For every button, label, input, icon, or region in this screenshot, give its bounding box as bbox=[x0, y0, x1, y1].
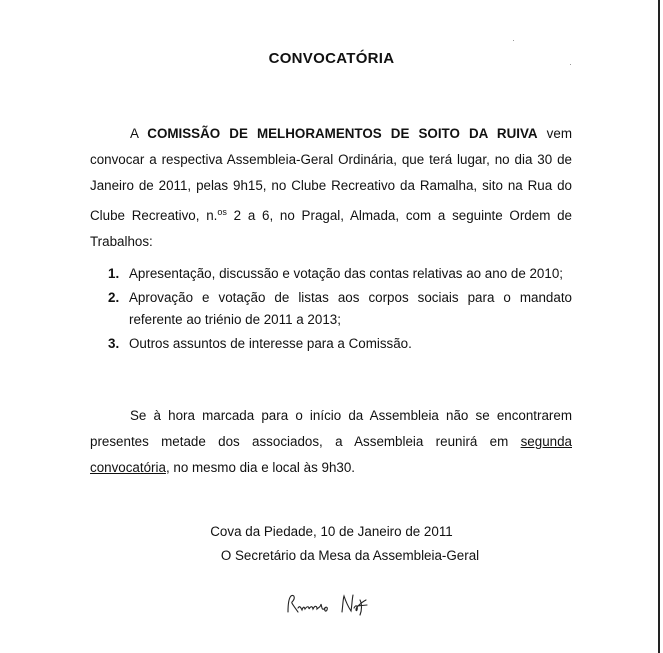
scan-speck bbox=[513, 40, 514, 41]
convocation-paragraph bbox=[90, 121, 572, 255]
para2-text-a: Se à hora marcada para o início da Assembleia não se encontrarem presentes metade dos associados, a Assembleia reunirá em bbox=[90, 408, 572, 449]
place-date: Cova da Piedade, 10 de Janeiro de 2011 bbox=[210, 524, 453, 539]
scan-speck bbox=[570, 64, 571, 65]
agenda-item bbox=[108, 333, 572, 355]
para1-superscript: os bbox=[217, 207, 227, 217]
para1-text-b: vem convocar a respectiva Assembleia-Geral Ordinária, que terá lugar, no dia 30 de Janeiro de 2011, pelas 9h15, no Clube Recreativo da Ramalha, sito na Rua do Clube Recreativo, n. bbox=[90, 126, 572, 223]
para2-text-b: , no mesmo dia e local às 9h30. bbox=[165, 460, 356, 475]
signatory-title: O Secretário da Mesa da Assembleia-Geral bbox=[220, 548, 480, 563]
document-title: CONVOCATÓRIA bbox=[268, 50, 395, 67]
agenda-item bbox=[108, 263, 572, 285]
agenda-item-number: 1. bbox=[108, 266, 120, 281]
agenda-item bbox=[108, 287, 572, 331]
agenda-item-number: 2. bbox=[108, 290, 120, 305]
agenda-list bbox=[108, 263, 572, 357]
agenda-item-number: 3. bbox=[108, 336, 120, 351]
agenda-item-text: Outros assuntos de interesse para a Comissão. bbox=[129, 336, 412, 351]
para1-text-c: 2 a 6, no Pragal, Almada, com a seguinte Ordem de Trabalhos: bbox=[90, 208, 572, 249]
para1-text-a: A bbox=[130, 126, 148, 141]
agenda-item-text: Apresentação, discussão e votação das contas relativas ao ano de 2010; bbox=[129, 266, 563, 281]
quorum-paragraph bbox=[90, 403, 572, 481]
agenda-item-text: Aprovação e votação de listas aos corpos sociais para o mandato referente ao triénio de 2011 a 2013; bbox=[129, 290, 572, 327]
handwritten-signature bbox=[282, 590, 382, 625]
underlined-phrase: segunda convocatória bbox=[90, 434, 572, 475]
organization-name: COMISSÃO DE MELHORAMENTOS DE SOITO DA RUIVA bbox=[147, 126, 538, 141]
